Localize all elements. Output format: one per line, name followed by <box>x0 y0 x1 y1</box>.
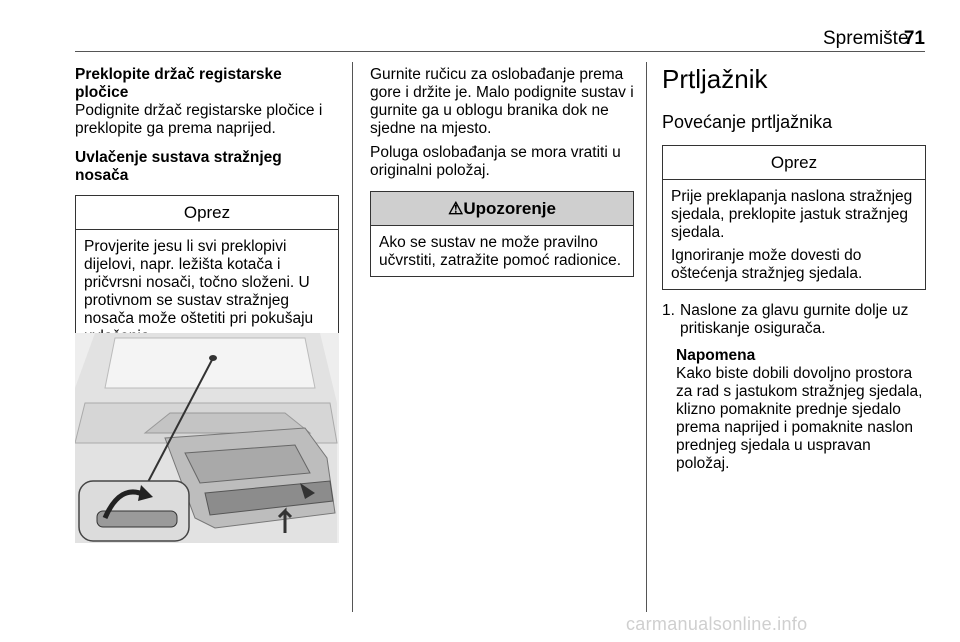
caution-box <box>662 145 926 290</box>
section-heading: Prtljažnik <box>662 64 768 94</box>
warning-icon: ⚠ <box>448 199 464 218</box>
caution-text: Ignoriranje može dovesti do oštećenja stražnjeg sjedala. <box>671 247 863 282</box>
caution-text: Prije preklapanja naslona stražnjeg sjedala, preklopite jastuk stražnjeg sjedala. <box>671 188 913 241</box>
column-right <box>662 64 926 473</box>
caution-title: Oprez <box>76 196 338 230</box>
warning-text: Ako se sustav ne može pravilno učvrstiti, zatražite pomoć radionice. <box>379 234 622 269</box>
caution-title: Oprez <box>663 146 925 180</box>
page-header <box>75 24 925 52</box>
paragraph: Poluga oslobađanja se mora vratiti u originalni položaj. <box>370 144 621 179</box>
rear-carrier-illustration <box>75 333 339 543</box>
column-divider <box>646 62 647 612</box>
subsection-heading: Povećanje prtljažnika <box>662 112 833 132</box>
warning-title: Upozorenje <box>463 199 556 218</box>
note-text: Kako biste dobili dovoljno prostora za rad s jastukom stražnjeg sjedala, klizno pomaknite prednje sjedalo prema naprijed i pomaknite naslon prednjeg sjedala u uspravan položaj. <box>676 365 923 472</box>
watermark: carmanualsonline.info <box>626 614 808 634</box>
paragraph: Gurnite ručicu za oslobađanje prema gore i držite je. Malo podignite sustav i gurnite ga u oblogu branika dok ne sjedne na mjesto. <box>370 66 634 137</box>
header-rule <box>75 51 925 52</box>
warning-box <box>370 191 634 277</box>
column-left <box>75 66 339 353</box>
section-title: Spremište <box>823 28 909 49</box>
note-title: Napomena <box>676 347 756 364</box>
paragraph: Podignite držač registarske pločice i preklopite ga prema naprijed. <box>75 102 323 137</box>
step-item <box>662 302 926 338</box>
illustration <box>75 333 339 543</box>
page-number: 71 <box>903 28 925 49</box>
column-divider <box>352 62 353 612</box>
note <box>662 347 926 473</box>
subheading: Preklopite držač registarske pločice <box>75 66 282 101</box>
caution-text: Provjerite jesu li svi preklopivi dijelovi, napr. ležišta kotača i pričvrsni nosači, točno složeni. U protivnom se sustav stražnjeg nosača može oštetiti pri pokušaju <box>84 238 314 327</box>
step-text: Naslone za glavu gurnite dolje uz pritiskanje osigurača. <box>680 302 909 337</box>
warning-header <box>371 192 633 226</box>
step-number: 1. <box>662 302 675 319</box>
subheading: Uvlačenje sustava stražnjeg nosača <box>75 149 282 184</box>
caution-box <box>75 195 339 353</box>
column-middle <box>370 66 634 277</box>
